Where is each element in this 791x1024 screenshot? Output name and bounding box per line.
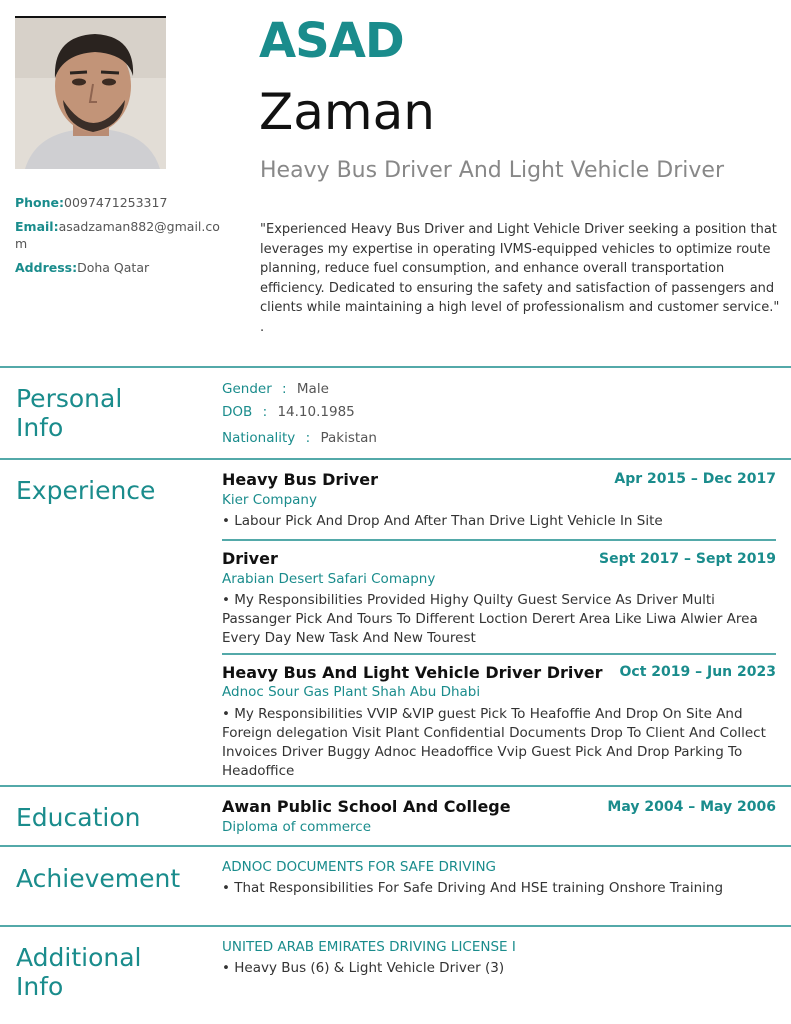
divider-experience (0, 458, 791, 460)
phone-row (15, 194, 230, 211)
divider-education (0, 785, 791, 787)
gender-sep: : (282, 381, 287, 397)
job-3-title: Heavy Bus And Light Vehicle Driver Driver (222, 663, 603, 682)
job-1-title: Heavy Bus Driver (222, 470, 378, 489)
nationality-key: Nationality (222, 430, 296, 446)
first-name: ASAD (259, 13, 404, 69)
additional-title: UNITED ARAB EMIRATES DRIVING LICENSE I (222, 939, 516, 955)
section-experience: Experience (16, 476, 156, 505)
dob-row (222, 404, 355, 420)
divider-personal (0, 366, 791, 368)
education-degree: Diploma of commerce (222, 819, 372, 835)
portrait-image (15, 18, 166, 169)
job-1-description: • Labour Pick And Drop And After Than Drive Light Vehicle In Site (222, 513, 663, 529)
job-1-dates: Apr 2015 – Dec 2017 (614, 471, 776, 487)
gender-key: Gender (222, 381, 272, 397)
section-additional-info: Additional Info (16, 943, 142, 1001)
job-3-dates: Oct 2019 – Jun 2023 (619, 664, 776, 680)
job-2-dates: Sept 2017 – Sept 2019 (598, 551, 776, 567)
section-education: Education (16, 803, 141, 832)
last-name: Zaman (259, 83, 435, 141)
job-2-description: • My Responsibilities Provided Highy Quilty Guest Service As Driver Multi Passanger Pick And Tours To Different Loction Derert Area Like Liwa Alwier Area Every Day New Task And New Tourest (222, 592, 758, 646)
section-personal-info: Personal Info (16, 384, 123, 442)
profile-summary: "Experienced Heavy Bus Driver and Light Vehicle Driver seeking a position that leverages my expertise in operating IVMS-equipped vehicles to optimize route planning, reduce fuel consumption, and enhance overall transportation efficiency. Dedicated to ensuring the safety and satisfaction of passengers and clients while maintaining a high level of professionalism and customer service." . (260, 222, 780, 335)
job-3-company: Adnoc Sour Gas Plant Shah Abu Dhabi (222, 684, 481, 700)
job-2-company: Arabian Desert Safari Comapny (222, 571, 436, 587)
dob-value: 14.10.1985 (277, 404, 355, 420)
section-achievement: Achievement (16, 864, 181, 893)
job-divider-1 (222, 539, 776, 541)
nationality-row (222, 430, 377, 446)
nationality-value: Pakistan (320, 430, 377, 446)
email-row (15, 218, 230, 252)
education-dates: May 2004 – May 2006 (607, 799, 776, 815)
address-label: Address: (15, 260, 78, 275)
contact-block (15, 194, 230, 283)
gender-row (222, 381, 329, 397)
achievement-description: • That Responsibilities For Safe Driving And HSE training Onshore Training (222, 880, 724, 896)
phone-value: 0097471253317 (64, 195, 168, 210)
job-divider-2 (222, 653, 776, 655)
email-value: asadzaman882@gmail.com (15, 219, 220, 251)
dob-key: DOB (222, 404, 253, 420)
gender-value: Male (296, 381, 329, 397)
address-value: Doha Qatar (77, 260, 150, 275)
profile-photo (15, 16, 166, 169)
email-label: Email: (15, 219, 59, 234)
nationality-sep: : (305, 430, 311, 446)
school-name: Awan Public School And College (222, 797, 511, 816)
achievement-title: ADNOC DOCUMENTS FOR SAFE DRIVING (222, 859, 497, 875)
job-2-title: Driver (222, 549, 278, 568)
address-row (15, 259, 230, 276)
divider-additional (0, 925, 791, 927)
dob-sep: : (262, 404, 268, 420)
divider-achievement (0, 845, 791, 847)
job-3-description: • My Responsibilities VVIP &VIP guest Pick To Heafoffie And Drop On Site And Foreign delegation Visit Plant Confidential Documents Drop To Client And Collect Invoices Driver Buggy Adnoc Headoffice Vvip Guest Pick And Drop Parking To Headoffice (222, 706, 766, 779)
phone-label: Phone: (15, 195, 65, 210)
job-1-company: Kier Company (222, 492, 317, 508)
job-title-heading: Heavy Bus Driver And Light Vehicle Driver (260, 158, 724, 183)
additional-description: • Heavy Bus (6) & Light Vehicle Driver (3) (222, 960, 505, 976)
